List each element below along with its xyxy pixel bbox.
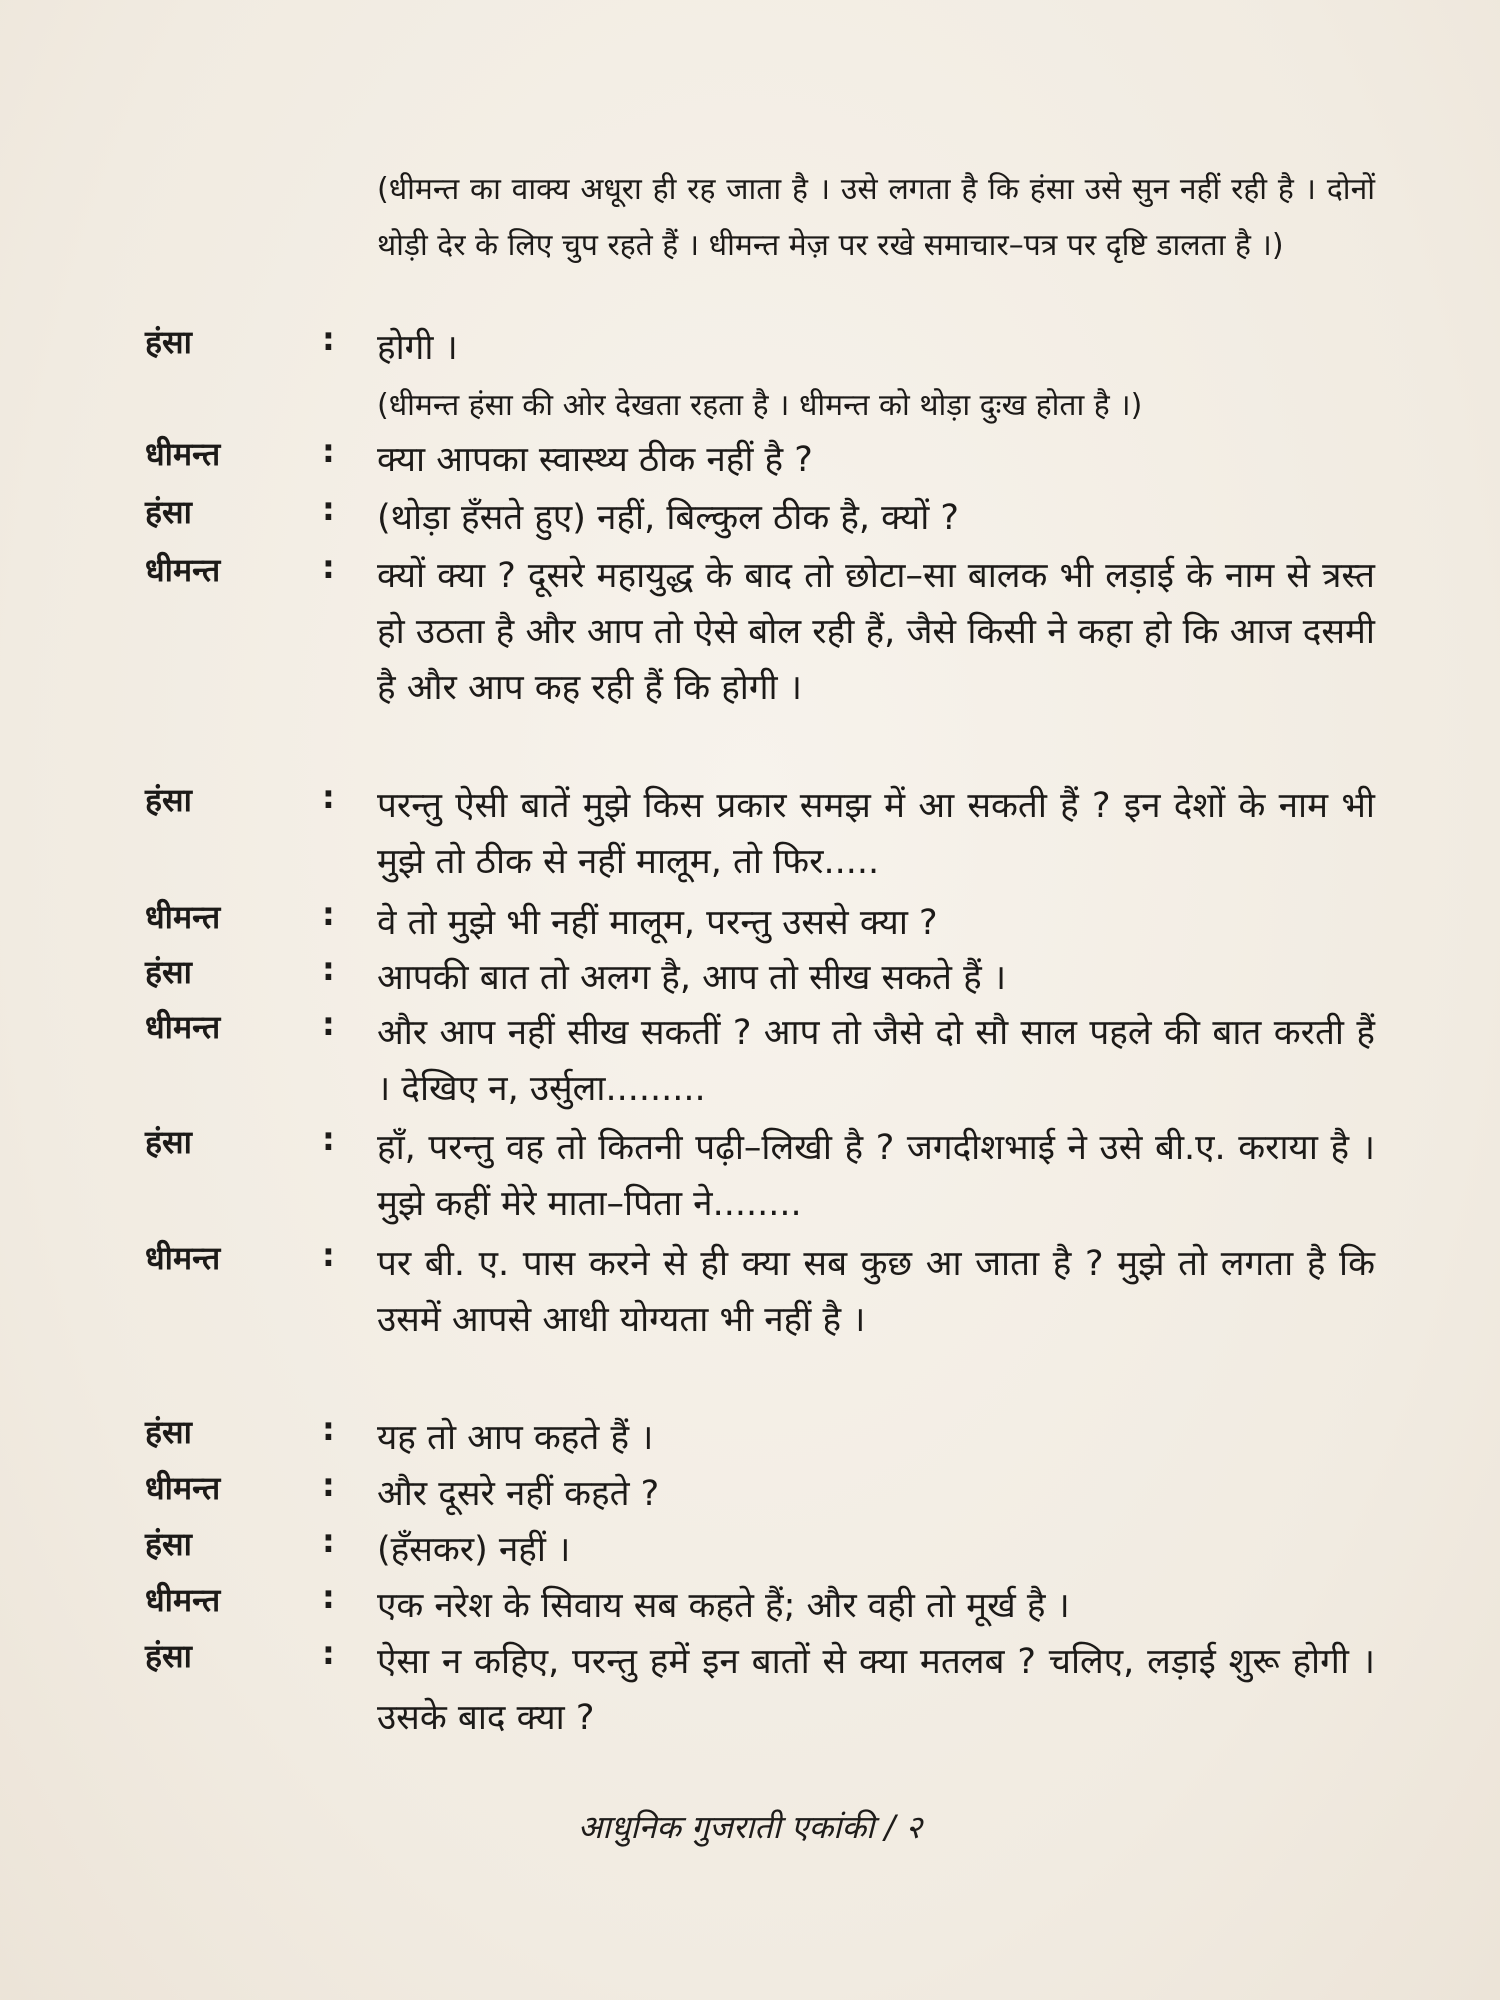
dialogue-text: और दूसरे नहीं कहते ?: [377, 1474, 660, 1514]
dialogue-text: (थोड़ा हँसते हुए) नहीं, बिल्कुल ठीक है, क्यों ?: [377, 498, 959, 538]
dialogue-text: ऐसा न कहिए, परन्तु हमें इन बातों से क्या मतलब ? चलिए, लड़ाई शुरू होगी । उसके बाद क्या ?: [377, 1642, 1375, 1738]
dialogue-text: पर बी. ए. पास करने से ही क्या सब कुछ आ जाता है ? मुझे तो लगता है कि उसमें आपसे आधी योग्यता भी नहीं है ।: [377, 1244, 1375, 1340]
dialogue-text: क्या आपका स्वास्थ्य ठीक नहीं है ?: [377, 440, 813, 480]
speaker-name: हंसा: [145, 493, 192, 531]
separator: :: [322, 320, 335, 358]
speaker-name: धीमन्त: [145, 1469, 221, 1507]
speaker-name: धीमन्त: [145, 1008, 221, 1046]
page-footer: आधुनिक गुजराती एकांकी / २: [577, 1808, 923, 1846]
speaker-name: हंसा: [145, 323, 192, 361]
separator: :: [322, 1236, 335, 1274]
dialogue-text: परन्तु ऐसी बातें मुझे किस प्रकार समझ में आ सकती हैं ? इन देशों के नाम भी मुझे तो ठीक से नहीं मालूम, तो फिर.....: [377, 786, 1375, 882]
dialogue-text: हाँ, परन्तु वह तो कितनी पढ़ी–लिखी है ? जगदीशभाई ने उसे बी.ए. कराया है । मुझे कहीं मेरे माता–पिता ने........: [377, 1128, 1375, 1224]
speaker-name: हंसा: [145, 953, 192, 991]
speaker-name: धीमन्त: [145, 1239, 221, 1277]
dialogue-text: यह तो आप कहते हैं ।: [377, 1418, 654, 1458]
separator: :: [322, 548, 335, 586]
separator: :: [322, 778, 335, 816]
speaker-name: धीमन्त: [145, 551, 221, 589]
separator: :: [322, 1466, 335, 1504]
separator: :: [322, 1120, 335, 1158]
separator: :: [322, 1005, 335, 1043]
separator: :: [322, 432, 335, 470]
speaker-name: हंसा: [145, 1637, 192, 1675]
dialogue-text: होगी ।: [377, 328, 458, 368]
speaker-name: धीमन्त: [145, 1581, 221, 1619]
separator: :: [322, 490, 335, 528]
dialogue-text: और आप नहीं सीख सकतीं ? आप तो जैसे दो सौ साल पहले की बात करती हैं । देखिए न, उर्सुला.........: [377, 1013, 1375, 1109]
speaker-name: हंसा: [145, 1123, 192, 1161]
separator: :: [322, 1634, 335, 1672]
speaker-name: हंसा: [145, 1525, 192, 1563]
separator: :: [322, 1522, 335, 1560]
speaker-name: धीमन्त: [145, 898, 221, 936]
separator: :: [322, 1578, 335, 1616]
separator: :: [322, 1410, 335, 1448]
speaker-name: हंसा: [145, 781, 192, 819]
speaker-name: धीमन्त: [145, 435, 221, 473]
dialogue-text: क्यों क्या ? दूसरे महायुद्ध के बाद तो छोटा–सा बालक भी लड़ाई के नाम से त्रस्त हो उठता है और आप तो ऐसे बोल रही हैं, जैसे किसी ने कहा हो कि आज दसमी है और आप कह रही हैं कि होगी ।: [377, 556, 1375, 708]
dialogue-text: एक नरेश के सिवाय सब कहते हैं; और वही तो मूर्ख है ।: [377, 1586, 1070, 1626]
dialogue-text: आपकी बात तो अलग है, आप तो सीख सकते हैं ।: [377, 958, 1007, 998]
speaker-name: हंसा: [145, 1413, 192, 1451]
separator: :: [322, 895, 335, 933]
separator: :: [322, 950, 335, 988]
stage-direction: (धीमन्त हंसा की ओर देखता रहता है । धीमन्त को थोड़ा दुःख होता है ।): [377, 388, 1143, 423]
dialogue-text: (हँसकर) नहीं ।: [377, 1530, 571, 1570]
dialogue-text: वे तो मुझे भी नहीं मालूम, परन्तु उससे क्या ?: [377, 903, 938, 943]
stage-direction: (धीमन्त का वाक्य अधूरा ही रह जाता है । उसे लगता है कि हंसा उसे सुन नहीं रही है । दोनों थोड़ी देर के लिए चुप रहते हैं । धीमन्त मेज़ पर रखे समाचार–पत्र पर दृष्टि डालता है ।): [377, 172, 1375, 263]
